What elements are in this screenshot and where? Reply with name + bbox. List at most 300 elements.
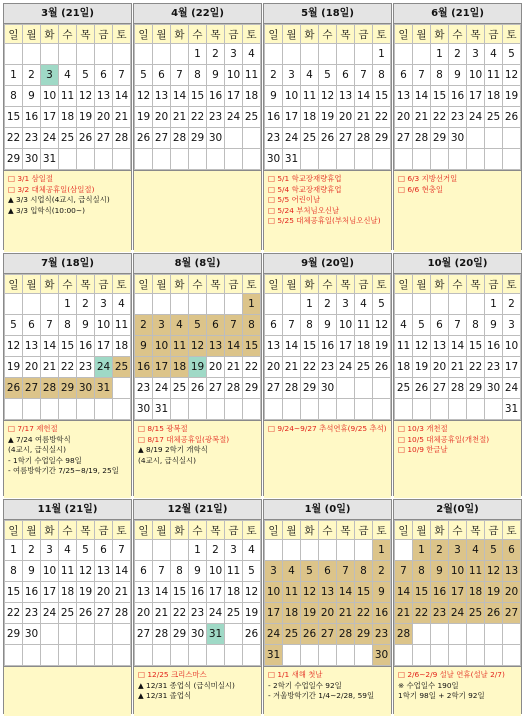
day-cell: [23, 645, 41, 666]
month-notes: [134, 420, 261, 498]
day-cell: 19: [301, 603, 319, 624]
day-cell: [319, 149, 337, 170]
event-note: ▲ 3/3 입학식(10:00~): [8, 205, 85, 215]
weekday-header: 금: [95, 25, 113, 44]
weekday-header: 금: [225, 521, 243, 540]
day-cell: 9: [207, 65, 225, 86]
day-cell: 2: [265, 65, 283, 86]
month-grid: [264, 274, 391, 420]
day-cell: [319, 399, 337, 420]
day-cell: 19: [189, 357, 207, 378]
day-cell: 7: [395, 561, 413, 582]
day-cell: 11: [355, 315, 373, 336]
day-cell: 31: [41, 149, 59, 170]
day-cell: 28: [171, 128, 189, 149]
day-cell: 18: [283, 603, 301, 624]
day-cell: 17: [283, 107, 301, 128]
month-notes: [4, 666, 131, 716]
month-panel: [263, 3, 392, 250]
day-cell: 10: [449, 561, 467, 582]
day-cell: 18: [171, 357, 189, 378]
day-cell: 7: [113, 540, 131, 561]
day-cell: 7: [171, 65, 189, 86]
week-row: [135, 357, 261, 378]
day-cell: 21: [225, 357, 243, 378]
day-cell: [113, 378, 131, 399]
day-cell: 11: [283, 582, 301, 603]
day-cell: [395, 645, 413, 666]
day-cell: 12: [319, 86, 337, 107]
day-cell: 3: [225, 540, 243, 561]
day-cell: 1: [243, 294, 261, 315]
day-cell: [467, 128, 485, 149]
day-cell: 27: [265, 378, 283, 399]
weekday-header: 수: [189, 521, 207, 540]
day-cell: 31: [95, 378, 113, 399]
day-cell: [171, 149, 189, 170]
day-cell: 16: [189, 582, 207, 603]
day-cell: 11: [225, 561, 243, 582]
day-cell: 1: [431, 44, 449, 65]
event-note: ▲ 7/24 여름방학식: [8, 434, 71, 444]
day-cell: 1: [5, 65, 23, 86]
day-cell: 5: [301, 561, 319, 582]
month-title: 7월 (18일): [4, 254, 131, 274]
day-cell: 20: [95, 582, 113, 603]
month-notes: [264, 170, 391, 252]
day-cell: [23, 294, 41, 315]
day-cell: 26: [319, 128, 337, 149]
day-cell: 25: [467, 603, 485, 624]
day-cell: 21: [283, 357, 301, 378]
day-cell: 1: [189, 540, 207, 561]
day-cell: 17: [207, 582, 225, 603]
weekday-header: 월: [413, 521, 431, 540]
month-panel: [3, 253, 132, 496]
day-cell: 5: [485, 540, 503, 561]
weekday-header: 일: [395, 275, 413, 294]
day-cell: [337, 645, 355, 666]
week-row: [265, 645, 391, 666]
day-cell: 17: [41, 582, 59, 603]
day-cell: [153, 149, 171, 170]
week-row: [5, 44, 131, 65]
week-row: [5, 128, 131, 149]
week-row: [395, 128, 521, 149]
day-cell: 21: [395, 603, 413, 624]
day-cell: 26: [135, 128, 153, 149]
day-cell: 6: [431, 315, 449, 336]
day-cell: 6: [337, 65, 355, 86]
day-cell: 3: [265, 561, 283, 582]
day-cell: 7: [337, 561, 355, 582]
day-cell: 28: [225, 378, 243, 399]
day-cell: 20: [431, 357, 449, 378]
week-row: [5, 645, 131, 666]
weekday-header: 일: [135, 25, 153, 44]
day-cell: 14: [355, 86, 373, 107]
day-cell: [373, 378, 391, 399]
weekday-header: 목: [207, 25, 225, 44]
day-cell: 24: [207, 603, 225, 624]
day-cell: 1: [59, 294, 77, 315]
day-cell: 2: [431, 540, 449, 561]
month-title: 1월 (0일): [264, 500, 391, 520]
day-cell: 15: [355, 582, 373, 603]
month-grid: [394, 274, 521, 420]
day-cell: 24: [41, 603, 59, 624]
day-cell: 18: [225, 582, 243, 603]
day-cell: [413, 44, 431, 65]
day-cell: 2: [77, 294, 95, 315]
day-cell: 16: [77, 336, 95, 357]
weekday-header: 화: [171, 275, 189, 294]
day-cell: 15: [243, 336, 261, 357]
weekday-header: 토: [503, 275, 521, 294]
day-cell: [265, 540, 283, 561]
week-row: [395, 315, 521, 336]
day-cell: 15: [413, 582, 431, 603]
day-cell: 3: [467, 44, 485, 65]
day-cell: 7: [41, 315, 59, 336]
day-cell: 23: [265, 128, 283, 149]
day-cell: 25: [59, 603, 77, 624]
day-cell: [355, 540, 373, 561]
day-cell: 28: [337, 624, 355, 645]
weekday-header: 일: [395, 25, 413, 44]
day-cell: 15: [5, 107, 23, 128]
month-title: 8월 (8일): [134, 254, 261, 274]
day-cell: 29: [171, 624, 189, 645]
day-cell: [337, 378, 355, 399]
day-cell: 31: [153, 399, 171, 420]
weekday-header: 토: [243, 25, 261, 44]
day-cell: 14: [153, 582, 171, 603]
day-cell: 4: [485, 44, 503, 65]
week-row: [135, 44, 261, 65]
day-cell: [5, 399, 23, 420]
day-cell: 5: [413, 315, 431, 336]
event-note: □ 2/6~2/9 설날 연휴(설날 2/7): [398, 670, 505, 679]
event-note: ▲ 12/31 졸업식: [138, 691, 192, 701]
day-cell: [373, 399, 391, 420]
week-row: [5, 65, 131, 86]
day-cell: [95, 44, 113, 65]
weekday-header: 토: [503, 521, 521, 540]
day-cell: 25: [355, 357, 373, 378]
weekday-header: 금: [225, 25, 243, 44]
day-cell: 11: [113, 315, 131, 336]
day-cell: 9: [373, 582, 391, 603]
event-note: - 여름방학기간 7/25~8/19, 25일: [8, 466, 119, 476]
day-cell: 12: [77, 561, 95, 582]
day-cell: 10: [41, 86, 59, 107]
day-cell: 25: [243, 107, 261, 128]
weekday-header: 일: [5, 521, 23, 540]
event-note: □ 10/9 한글날: [398, 445, 448, 455]
day-cell: 16: [207, 86, 225, 107]
day-cell: 26: [301, 624, 319, 645]
day-cell: [283, 294, 301, 315]
day-cell: [503, 149, 521, 170]
weekday-header: 화: [171, 521, 189, 540]
weekday-header: 목: [77, 275, 95, 294]
day-cell: 3: [153, 315, 171, 336]
day-cell: [337, 149, 355, 170]
weekday-header: 금: [355, 25, 373, 44]
week-row: [265, 399, 391, 420]
day-cell: 2: [23, 540, 41, 561]
weekday-header: 화: [41, 275, 59, 294]
day-cell: 23: [77, 357, 95, 378]
day-cell: 15: [431, 86, 449, 107]
day-cell: 14: [283, 336, 301, 357]
month-title: 12월 (21일): [134, 500, 261, 520]
day-cell: [135, 294, 153, 315]
day-cell: 26: [413, 378, 431, 399]
event-note: ※ 수업일수 190일: [398, 680, 459, 690]
weekday-header: 토: [503, 25, 521, 44]
day-cell: 30: [23, 624, 41, 645]
day-cell: 18: [355, 336, 373, 357]
month-grid: [4, 520, 131, 666]
day-cell: 27: [23, 378, 41, 399]
day-cell: 29: [189, 128, 207, 149]
day-cell: 12: [189, 336, 207, 357]
week-row: [135, 86, 261, 107]
day-cell: 25: [225, 603, 243, 624]
day-cell: 28: [413, 128, 431, 149]
day-cell: [355, 378, 373, 399]
day-cell: 3: [95, 294, 113, 315]
day-cell: 9: [319, 315, 337, 336]
week-row: [5, 357, 131, 378]
month-panel: [3, 499, 132, 714]
event-note: ▲ 12/31 종업식 (급식미실시): [138, 680, 235, 690]
weekday-header: 수: [449, 25, 467, 44]
day-cell: [301, 540, 319, 561]
day-cell: 23: [431, 603, 449, 624]
week-row: [395, 378, 521, 399]
day-cell: [243, 399, 261, 420]
day-cell: [283, 44, 301, 65]
week-row: [395, 603, 521, 624]
event-note: □ 5/1 학교장재량휴업: [268, 174, 342, 183]
day-cell: [373, 149, 391, 170]
day-cell: 25: [485, 107, 503, 128]
day-cell: 10: [225, 65, 243, 86]
day-cell: 2: [373, 561, 391, 582]
day-cell: 11: [171, 336, 189, 357]
day-cell: 1: [485, 294, 503, 315]
day-cell: 17: [41, 107, 59, 128]
day-cell: 1: [413, 540, 431, 561]
day-cell: 15: [171, 582, 189, 603]
day-cell: 22: [59, 357, 77, 378]
day-cell: 7: [113, 65, 131, 86]
week-row: [5, 86, 131, 107]
day-cell: [135, 645, 153, 666]
day-cell: [395, 540, 413, 561]
month-notes: [4, 170, 131, 252]
day-cell: 16: [135, 357, 153, 378]
day-cell: 14: [395, 582, 413, 603]
weekday-header: 월: [283, 25, 301, 44]
weekday-header: 화: [171, 25, 189, 44]
day-cell: [301, 645, 319, 666]
weekday-header: 금: [225, 275, 243, 294]
week-row: [135, 294, 261, 315]
day-cell: [113, 399, 131, 420]
day-cell: 30: [23, 149, 41, 170]
day-cell: [59, 399, 77, 420]
day-cell: [59, 624, 77, 645]
month-panel: [133, 3, 262, 250]
day-cell: 24: [503, 378, 521, 399]
weekday-header: 화: [301, 275, 319, 294]
day-cell: 6: [319, 561, 337, 582]
day-cell: 23: [207, 107, 225, 128]
event-note: - 2학기 수업일수 92일: [268, 680, 342, 690]
day-cell: 7: [449, 315, 467, 336]
day-cell: 30: [485, 378, 503, 399]
day-cell: [467, 149, 485, 170]
week-row: [135, 65, 261, 86]
day-cell: 12: [77, 86, 95, 107]
day-cell: 5: [503, 44, 521, 65]
day-cell: 14: [113, 86, 131, 107]
day-cell: 19: [77, 107, 95, 128]
day-cell: 6: [95, 540, 113, 561]
day-cell: [41, 399, 59, 420]
day-cell: 27: [431, 378, 449, 399]
day-cell: 5: [373, 294, 391, 315]
weekday-header: 월: [283, 275, 301, 294]
day-cell: 4: [113, 294, 131, 315]
day-cell: 16: [485, 336, 503, 357]
day-cell: [189, 149, 207, 170]
month-notes: [394, 420, 521, 498]
day-cell: 27: [95, 603, 113, 624]
day-cell: [225, 399, 243, 420]
day-cell: 4: [243, 540, 261, 561]
month-panel: [133, 253, 262, 496]
day-cell: 12: [485, 561, 503, 582]
week-row: [265, 315, 391, 336]
event-note: □ 5/24 부처님오신날: [268, 205, 340, 215]
day-cell: 27: [337, 128, 355, 149]
day-cell: [301, 149, 319, 170]
weekday-header: 토: [373, 521, 391, 540]
day-cell: 10: [283, 86, 301, 107]
day-cell: 29: [5, 149, 23, 170]
day-cell: [431, 294, 449, 315]
weekday-header: 목: [207, 275, 225, 294]
weekday-header: 토: [113, 25, 131, 44]
event-note: □ 7/17 제헌절: [8, 424, 58, 433]
day-cell: 21: [171, 107, 189, 128]
week-row: [5, 561, 131, 582]
weekday-header: 목: [337, 275, 355, 294]
weekday-header: 월: [283, 521, 301, 540]
day-cell: 8: [413, 561, 431, 582]
day-cell: [189, 399, 207, 420]
day-cell: [189, 645, 207, 666]
day-cell: 30: [135, 399, 153, 420]
day-cell: 21: [41, 357, 59, 378]
day-cell: [413, 294, 431, 315]
day-cell: [225, 624, 243, 645]
weekday-header: 일: [395, 521, 413, 540]
week-row: [135, 645, 261, 666]
day-cell: 20: [207, 357, 225, 378]
week-row: [135, 540, 261, 561]
day-cell: 10: [41, 561, 59, 582]
day-cell: 31: [265, 645, 283, 666]
day-cell: 25: [171, 378, 189, 399]
day-cell: 17: [467, 86, 485, 107]
weekday-header: 수: [189, 275, 207, 294]
day-cell: 21: [153, 603, 171, 624]
day-cell: 24: [449, 603, 467, 624]
day-cell: 28: [283, 378, 301, 399]
day-cell: [449, 294, 467, 315]
day-cell: 14: [225, 336, 243, 357]
day-cell: 1: [5, 540, 23, 561]
day-cell: 25: [113, 357, 131, 378]
day-cell: 12: [5, 336, 23, 357]
day-cell: 13: [153, 86, 171, 107]
day-cell: 1: [189, 44, 207, 65]
week-row: [5, 603, 131, 624]
weekday-header: 일: [5, 275, 23, 294]
day-cell: 8: [355, 561, 373, 582]
day-cell: [135, 44, 153, 65]
weekday-header: 수: [59, 25, 77, 44]
week-row: [265, 603, 391, 624]
day-cell: [431, 149, 449, 170]
day-cell: 13: [135, 582, 153, 603]
day-cell: [413, 149, 431, 170]
weekday-header: 화: [41, 521, 59, 540]
day-cell: 27: [153, 128, 171, 149]
weekday-header: 목: [77, 521, 95, 540]
day-cell: 22: [413, 603, 431, 624]
weekday-header: 금: [485, 275, 503, 294]
month-title: 5월 (18일): [264, 4, 391, 24]
day-cell: 13: [431, 336, 449, 357]
day-cell: 22: [467, 357, 485, 378]
month-title: 4월 (22일): [134, 4, 261, 24]
week-row: [5, 378, 131, 399]
week-row: [265, 128, 391, 149]
day-cell: [113, 645, 131, 666]
day-cell: 26: [503, 107, 521, 128]
day-cell: 19: [5, 357, 23, 378]
day-cell: 13: [95, 86, 113, 107]
day-cell: 2: [449, 44, 467, 65]
day-cell: 29: [5, 624, 23, 645]
day-cell: 30: [189, 624, 207, 645]
day-cell: [153, 540, 171, 561]
weekday-header: 목: [337, 521, 355, 540]
day-cell: 22: [431, 107, 449, 128]
day-cell: 13: [395, 86, 413, 107]
day-cell: 5: [243, 561, 261, 582]
event-note: □ 10/3 개천절: [398, 424, 448, 433]
month-grid: [394, 520, 521, 666]
day-cell: [135, 540, 153, 561]
